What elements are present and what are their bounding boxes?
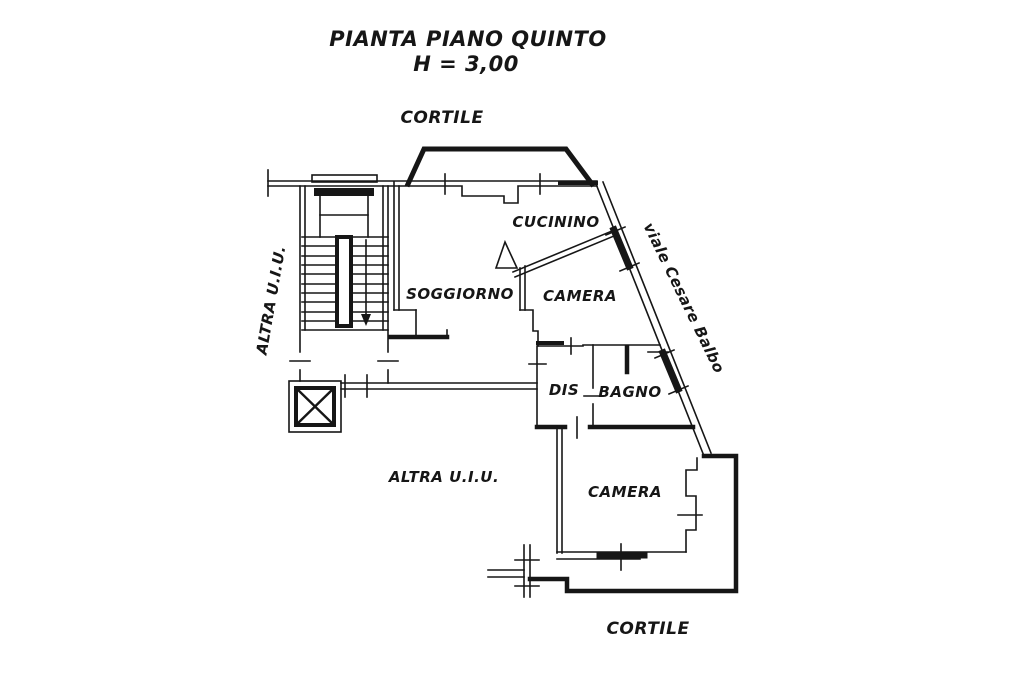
bay-wall <box>408 149 592 184</box>
label-bagno: BAGNO <box>598 383 662 401</box>
stair-direction-arrow <box>361 240 371 326</box>
soggiorno-walls <box>390 182 562 346</box>
corridor-stub <box>488 545 539 597</box>
label-altra-uiu-center: ALTRA U.I.U. <box>388 468 500 486</box>
staircase <box>290 175 398 383</box>
label-cortile-top: CORTILE <box>400 108 484 128</box>
door-swing <box>496 242 517 268</box>
label-camera-top: CAMERA <box>543 287 617 305</box>
outer-boundary-bottom-right <box>530 456 736 591</box>
diagonal-window-upper <box>614 230 629 266</box>
elevator <box>289 381 341 432</box>
cucinino-partition <box>496 231 614 277</box>
diagonal-window-lower <box>663 353 678 389</box>
label-camera-bottom: CAMERA <box>588 483 662 501</box>
label-street: viale Cesare Balbo <box>639 219 729 377</box>
label-cucinino: CUCININO <box>512 213 600 231</box>
elevator-x <box>296 388 334 425</box>
label-dis: DIS <box>548 381 580 399</box>
label-soggiorno: SOGGIORNO <box>406 285 514 303</box>
stair-banister <box>337 237 351 326</box>
label-cortile-bottom: CORTILE <box>606 619 690 639</box>
label-altra-uiu-left: ALTRA U.I.U. <box>252 244 290 356</box>
plan-height: H = 3,00 <box>413 52 519 76</box>
plan-title: PIANTA PIANO QUINTO <box>329 27 607 51</box>
corridor-wall <box>341 375 537 397</box>
